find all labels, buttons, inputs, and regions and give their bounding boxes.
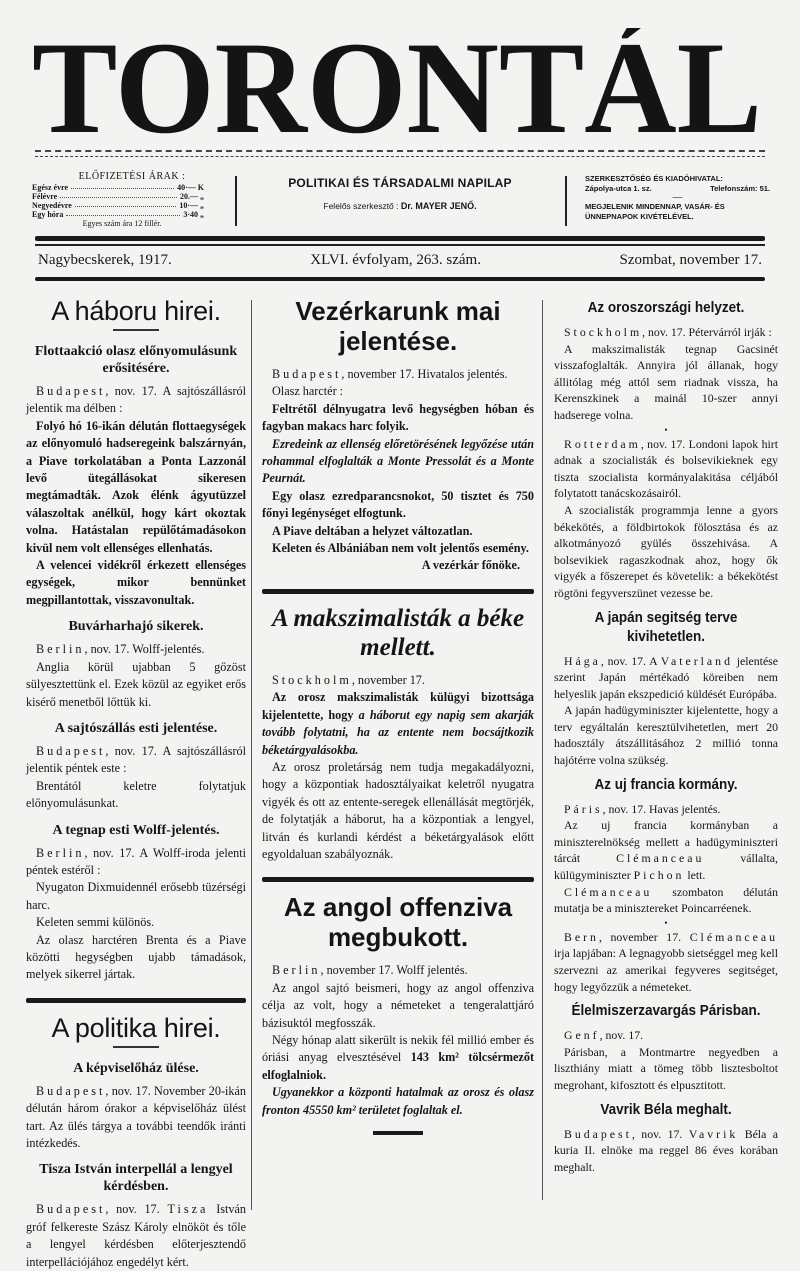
price-value: 40·— K: [177, 183, 204, 192]
office-address: Zápolya-utca 1. sz.: [585, 184, 652, 193]
editor-name: Dr. MAYER JENŐ.: [400, 201, 477, 211]
article: [554, 1001, 778, 1093]
dateline-place: Vavrik: [688, 1126, 739, 1141]
paragraph: A velencei vidékről érkezett ellenséges egységek, mikor bennünket megpillantottak, visszavonultak.: [26, 558, 246, 607]
issue-place: Nagybecskerek, 1917.: [38, 252, 172, 268]
article: [26, 343, 246, 609]
paragraph: A japán hadügyminiszter kijelentette, hogy a terv egyáltalán keresztülvihetetlen, mert 20 hadosztály átszállitásához 2 millió tonna hajótérre volna szükség.: [554, 703, 778, 768]
paragraph: A Piave deltában a helyzet változatlan.: [272, 523, 473, 538]
paragraph: [26, 1201, 246, 1271]
dateline-place: Clémanceau: [564, 884, 653, 899]
price-row: [32, 201, 204, 210]
paragraph: A makszimalisták tegnap Gacsinét visszafoglalták. Annyira jól állanak, hogy állitólag még attól sem riadnak vissza, ha Kerenszkinek a mainál 10-szer annyi hadserege volna.: [554, 341, 778, 422]
article: [554, 775, 778, 996]
price-label: Egész évre: [32, 183, 69, 192]
column-left: [26, 292, 246, 1271]
paper-subtitle-block: [245, 176, 555, 211]
paragraph: Keleten semmi különös.: [36, 915, 155, 930]
dot-leader: [75, 201, 176, 207]
paragraph: [262, 1032, 534, 1084]
column-middle: [262, 292, 534, 1147]
text-run: , november 17.: [351, 672, 425, 687]
price-row: [32, 192, 204, 201]
text-run: Az uj francia kormányban a miniszterelnökség mellett a hadügyminiszteri tárcát: [554, 818, 778, 866]
paragraph: [262, 689, 534, 759]
dateline-place: Stockholm: [272, 672, 352, 687]
article-headline: Élelmiszerzavargás Párisban.: [571, 1002, 761, 1020]
editor-line: [245, 201, 555, 211]
column-rule: [262, 877, 534, 882]
price-label: Félévre: [32, 192, 58, 201]
text-run: , nov. 17.: [599, 1028, 644, 1043]
text-run: szombaton délután mutatja be a minisztereket Poincarréenek.: [554, 884, 778, 916]
text-run: Négy hónap alatt sikerült is nekik fél millió ember és óriási anyag elvesztésével: [262, 1032, 534, 1065]
masthead-rule: [35, 150, 765, 152]
header-info: [30, 172, 770, 230]
dateline-place: Genf: [564, 1028, 600, 1043]
article-headline: Vavrik Béla meghalt.: [600, 1100, 732, 1118]
paragraph: Anglia körül ujabban 5 gőzöst sülyesztettünk el. Ezek közül az egyiket erős kisérő menetből lőttük ki.: [26, 659, 246, 709]
text-run: , nov. 17. A Wolff-iroda jelenti péntek estéről :: [26, 845, 246, 877]
text-run: irja lapjában: A legnagyobb sietséggel meg kell szervezni az amerikai fegyveres segitséget, hogy legyőzzük a németeket.: [554, 946, 778, 994]
paragraph: [554, 436, 778, 502]
article-headline: A tegnap esti Wolff-jelentés.: [52, 822, 220, 838]
section-rule: [113, 1046, 159, 1048]
dateline-place: Budapest: [272, 367, 342, 381]
paragraph: A szocialisták programmja lenne a gyors békekötés, a földbirtokok fölosztása és az alkotmányozó gyülés összehivása. A bolsevikiek ragaszkodnak ahoz, hogy ők vigyék a főszerepet és követelik: a békekötést rögtöni fegyverszünet vezesse be.: [554, 502, 778, 600]
article-headline: A képviselőház ülése.: [73, 1060, 199, 1076]
article-headline: Tisza István interpellál a lengyel kérdésben.: [39, 1162, 233, 1195]
dot-leader: [71, 183, 174, 189]
text-run: , november 17. Wolff jelentés.: [320, 963, 468, 978]
office-title: SZERKESZTŐSÉG ÉS KIADÓHIVATAL:: [585, 174, 723, 183]
issue-date: Szombat, november 17.: [619, 252, 762, 268]
price-value: 20.— „: [180, 192, 204, 201]
end-rule: [373, 1131, 423, 1135]
prices-title: ELŐFIZETÉSI ÁRAK :: [78, 171, 186, 182]
article: [554, 608, 778, 769]
divider: [565, 176, 567, 226]
text-run: , nov. 17. A sajtószállásról jelentik péntek este :: [26, 743, 246, 776]
text-run: , nov. 17. Wolff-jelentés.: [84, 642, 205, 657]
separator-dot: •: [664, 917, 668, 928]
dateline-rule: [35, 277, 765, 281]
paragraph: Brentától keletre folytatjuk előnyomulásunkat.: [26, 778, 246, 811]
dot-leader: [60, 192, 177, 198]
article-headline: Vezérkarunk mai jelentése.: [295, 296, 501, 356]
header-rule: [35, 236, 765, 241]
paragraph: Nyugaton Dixmuidennél erősebb tüzérségi harc.: [26, 880, 246, 912]
prices-footnote: Egyes szám ára 12 fillér.: [82, 219, 162, 228]
paragraph: [26, 743, 246, 778]
dateline-place: Tisza: [167, 1202, 209, 1217]
dateline-place: Páris: [564, 801, 603, 816]
text-run: , nov. 17.: [105, 1202, 168, 1217]
section-title: A háboru hirei.: [51, 296, 221, 326]
dateline-place: Budapest: [564, 1126, 632, 1141]
article-headline: Buvárharhajó sikerek.: [68, 619, 204, 635]
subscription-prices: [32, 172, 232, 228]
article: [554, 298, 778, 602]
text-run: , nov. 17.: [631, 1126, 689, 1141]
dateline-place: Pichon: [633, 868, 685, 883]
paragraph: [554, 929, 778, 995]
article: [26, 1060, 246, 1153]
paragraph: Párisban, a Montmartre negyedben a liszthiány miatt a tömeg több lisztesboltot megrohant, kifosztott és elpusztitott.: [554, 1044, 778, 1092]
paragraph: Az olasz harctéren Brenta és a Piave közötti hegységben ujabb támadások, melyek sikerrel jártak.: [26, 932, 246, 982]
text-run: , nov. 17. Londoni lapok hirt adnak a szocialisták és bolsevikieknek egy tiszta szocialista kormányalakitása céljából folytatott tanácskozásairól.: [554, 436, 778, 501]
price-row: [32, 210, 204, 219]
paragraph: Ezredeink az ellenség előretörésének legyőzése után rohammal elfoglalták a Monte Pressolát és a Monte Peurnát.: [262, 436, 534, 486]
price-value: 10·— „: [179, 201, 204, 210]
paragraph: [26, 641, 246, 658]
price-label: Egy hóra: [32, 210, 64, 219]
dateline-place: Bern: [564, 929, 599, 944]
article-headline: A sajtószállás esti jelentése.: [54, 720, 218, 736]
dateline-place: Budapest: [36, 1083, 106, 1098]
paragraph: [554, 1027, 778, 1044]
paragraph: Folyó hó 16-ikán délután flottaegységek az előnyomuló hadseregeink balszárnyán, a Piave torkolatában a Ponta Lazzonál levő ütegállásokat sikeresen megtámadták. Azok élénk ágyutüzzel válaszoltak anélkül, hogy kárt okoztak volna. Hatástalan repülőtámadásokon kivül nem volt ellenséges ellenhatás.: [26, 418, 246, 555]
header-rule: [35, 244, 765, 246]
article: [26, 720, 246, 813]
paragraph: Feltrétől délnyugatra levő hegységben hóban és fagyban makacs harc folyik.: [262, 401, 534, 434]
dateline-place: Hága: [564, 653, 601, 668]
divider: [235, 176, 237, 226]
text-run: , nov. 17. November 20-ikán délután három órakor a képviselőház ülést tart. Az ülés tárgya a további teendők iránti intézkedés.: [26, 1083, 246, 1150]
article-headline: Az uj francia kormány.: [594, 775, 738, 793]
paragraph: [26, 1083, 246, 1153]
text-run: 143 km² tölcsérmezőt elfoglalniok.: [262, 1050, 534, 1082]
issue-dateline: [38, 252, 762, 269]
paragraph: Keleten és Albániában nem volt jelentős esemény.: [272, 541, 529, 556]
article: [262, 892, 534, 1119]
column-rule: [26, 998, 246, 1003]
dateline-place: Budapest: [36, 1202, 106, 1217]
text-run: , november 17.: [598, 929, 690, 944]
dateline-place: Rotterdam: [564, 436, 641, 451]
separator-dot: •: [664, 424, 668, 435]
dateline-place: Budapest: [36, 384, 106, 398]
paragraph: [262, 962, 534, 979]
paragraph: [26, 383, 246, 418]
editor-label: Felelős szerkesztő :: [323, 201, 399, 211]
dateline-place: Vaterland: [660, 653, 733, 668]
signature: A vezérkár főnöke.: [421, 558, 520, 573]
text-run: , nov. 17. A sajtószállásról jelentik ma délben :: [26, 384, 246, 416]
paragraph: [554, 324, 778, 341]
text-run: lett.: [684, 868, 706, 883]
article: [26, 1161, 246, 1271]
text-run: István gróf felkereste Szász Károly elnököt és tőle a lengyel kérdésben előterjesztendő interpellációjához engedélyt kért.: [26, 1202, 246, 1269]
paragraph: Olasz harctér :: [272, 384, 344, 399]
publication-schedule: MEGJELENIK MINDENNAP, VASÁR- ÉS ÜNNEPNAPOK KIVÉTELÉVEL.: [585, 202, 725, 221]
price-value: 3·40 „: [183, 210, 204, 219]
price-label: Negyedévre: [32, 201, 72, 210]
paragraph: [554, 653, 778, 703]
text-run: , nov. 17. A: [600, 653, 661, 668]
paper-subtitle: POLITIKAI ÉS TÁRSADALMI NAPILAP: [288, 176, 512, 190]
paragraph: Az angol sajtó beismeri, hogy az angol offenziva célja az volt, hogy a németeket a tengeralattjáró bázisuktól megfosszák.: [262, 980, 534, 1030]
masthead: [28, 28, 768, 148]
paragraph: [26, 845, 246, 880]
article: [262, 296, 534, 575]
office-info: [585, 174, 770, 222]
dateline-place: Clémanceau: [689, 929, 778, 944]
text-run: a háborut egy napig sem akarják tovább folytatni, ha az entente nem bocsájtkozik béketárgyalásokba.: [262, 707, 534, 757]
article-headline: A japán segitség terve kivihetetlen.: [594, 608, 738, 645]
dateline-place: Clémanceau: [616, 851, 705, 866]
paragraph: [262, 366, 534, 383]
dateline-place: Berlin: [36, 845, 85, 860]
article-headline: Az angol offenziva megbukott.: [283, 892, 513, 953]
article-headline: A makszimalisták a béke mellett.: [271, 604, 525, 661]
section-title: A politika hirei.: [51, 1012, 221, 1043]
text-run: , nov. 17. Havas jelentés.: [602, 801, 721, 816]
paragraph: Egy olasz ezredparancsnokot, 50 tisztet és 750 főnyi legénységet elfogtunk.: [262, 488, 534, 521]
paragraph: Az orosz proletárság nem tudja megakadályozni, hogy a központiak hadosztályaikat keletről nyugatra vigyék és ott az entente-seregek ellenállását megtörjék, de folytatják a háborut, ha a központiak a lengyel, litván és kurlandi kérdést a béketárgyalások előtt egyoldaluan szabályoznák.: [262, 759, 534, 861]
masthead-rule: [35, 156, 765, 157]
paragraph: [554, 1126, 778, 1176]
ornament: ——: [672, 195, 683, 201]
text-run: , november 17. Hivatalos jelentés.: [341, 367, 508, 381]
dateline-place: Berlin: [36, 642, 85, 657]
text-run: Béla a kuria II. elnöke ma reggel 86 éves korában meghalt.: [554, 1126, 778, 1174]
paragraph: [554, 884, 778, 917]
masthead-logo: [28, 28, 768, 148]
paragraph: [554, 817, 778, 883]
column-divider: [251, 300, 252, 1210]
text-run: Az orosz makszimalisták külügyi bizottsága kijelentette, hogy: [262, 690, 534, 722]
article: [26, 618, 246, 711]
dateline-place: Berlin: [272, 963, 321, 978]
paragraph: [554, 801, 778, 818]
paragraph: Ugyanekkor a központi hatalmak az orosz és olasz fronton 45550 km² területet foglaltak el.: [262, 1085, 534, 1117]
column-rule: [262, 589, 534, 594]
dot-leader: [66, 210, 180, 216]
article: [26, 822, 246, 984]
article: [554, 1100, 778, 1176]
section-rule: [113, 329, 159, 331]
article: [262, 604, 534, 863]
article-headline: Az oroszországi helyzet.: [587, 299, 745, 316]
dateline-place: Stockholm: [564, 325, 643, 339]
text-run: vállalta, külügyminiszter: [554, 851, 778, 883]
text-run: , nov. 17. Pétervárról irják :: [642, 325, 772, 339]
dateline-place: Budapest: [36, 743, 106, 758]
masthead-title: TORONTÁL: [32, 28, 762, 148]
office-phone: Telefonszám: 51.: [710, 184, 770, 193]
column-divider: [542, 300, 543, 1200]
paragraph: [262, 672, 534, 689]
article-headline: Flottaakció olasz előnyomulásunk erősitésére.: [34, 344, 238, 376]
price-row: [32, 183, 204, 192]
issue-number: XLVI. évfolyam, 263. szám.: [310, 252, 481, 268]
column-right: [554, 292, 778, 1175]
text-run: jelentése szerint Japán mértékadó köreiben nem helyeslik japán ekszpedició küldését Európába.: [554, 653, 779, 701]
